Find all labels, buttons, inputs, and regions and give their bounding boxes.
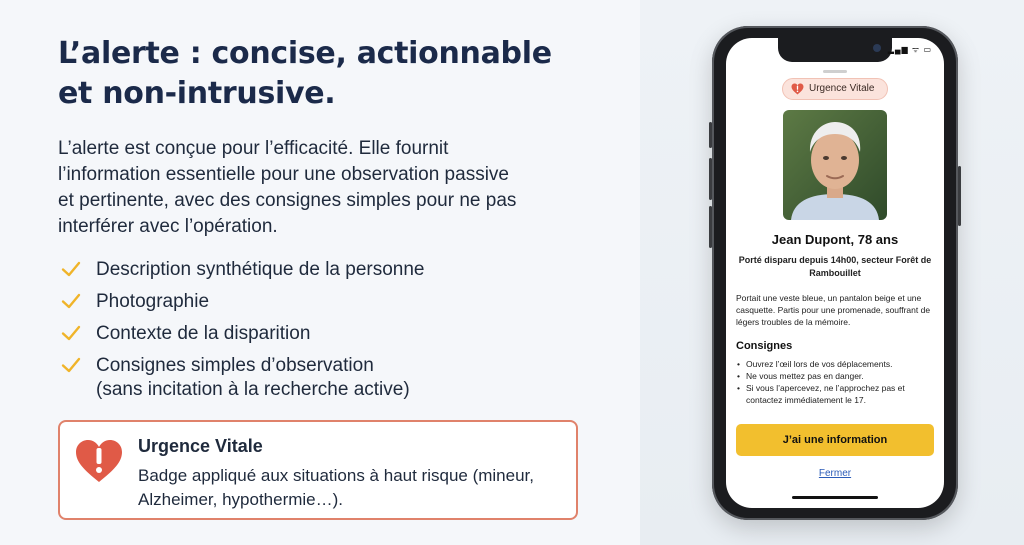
consigne-item: • Ne vous mettez pas en danger. bbox=[736, 370, 936, 382]
checklist-item bbox=[58, 322, 598, 346]
checklist-item bbox=[58, 354, 598, 402]
person-name: Jean Dupont, 78 ans bbox=[771, 232, 899, 247]
phone-side-button bbox=[709, 158, 712, 200]
heart-alert-icon bbox=[74, 438, 124, 484]
status-icons: ▂▄▆ ᯤ ▭ bbox=[887, 45, 932, 54]
phone-side-button bbox=[709, 206, 712, 248]
information-button[interactable]: J’ai une information bbox=[736, 424, 934, 456]
camera-icon bbox=[873, 44, 881, 52]
home-indicator bbox=[792, 496, 878, 499]
phone-mockup bbox=[712, 26, 958, 520]
urgence-vitale-card bbox=[58, 420, 578, 520]
checklist-sublabel: (sans incitation à la recherche active) bbox=[96, 379, 410, 400]
consignes-heading: Consignes bbox=[736, 340, 793, 352]
headline-line-2: et non-intrusive. bbox=[58, 76, 336, 111]
consigne-item: • Ouvrez l’œil lors de vos déplacements. bbox=[736, 358, 936, 370]
disappearance-context: Porté disparu depuis 14h00, secteur Forêt de Rambouillet bbox=[738, 255, 932, 278]
checklist-item bbox=[58, 290, 598, 314]
urgence-card-title: Urgence Vitale bbox=[138, 436, 263, 456]
check-icon bbox=[60, 290, 82, 312]
person-description: Portait une veste bleue, un pantalon beige et une casquette. Partis pour une promenade, souffrant de légers troubles de la mémoire. bbox=[736, 293, 931, 327]
left-panel bbox=[58, 34, 598, 410]
phone-side-button bbox=[709, 122, 712, 148]
heart-alert-icon bbox=[791, 83, 804, 95]
checklist-label: Contexte de la disparition bbox=[96, 323, 311, 344]
checklist-label: Consignes simples d’observation bbox=[96, 355, 374, 376]
checklist-label: Description synthétique de la personne bbox=[96, 259, 425, 280]
check-icon bbox=[60, 354, 82, 376]
badge-label: Urgence Vitale bbox=[809, 83, 875, 94]
phone-side-button bbox=[958, 166, 961, 226]
consignes-list bbox=[736, 358, 936, 406]
check-icon bbox=[60, 322, 82, 344]
close-link[interactable]: Fermer bbox=[818, 468, 852, 479]
checklist-item bbox=[58, 258, 598, 282]
phone-screen bbox=[726, 38, 944, 508]
consigne-item: • Si vous l’apercevez, ne l’approchez pas et contactez immédiatement le 17. bbox=[736, 382, 936, 406]
sheet-grabber[interactable] bbox=[823, 70, 847, 73]
phone-notch bbox=[778, 38, 892, 62]
person-photo bbox=[783, 110, 887, 220]
headline bbox=[58, 34, 598, 114]
check-icon bbox=[60, 258, 82, 280]
feature-checklist bbox=[58, 258, 598, 402]
urgence-badge bbox=[782, 78, 888, 100]
headline-line-1: L’alerte : concise, actionnable bbox=[58, 36, 552, 71]
urgence-card-description: Badge appliqué aux situations à haut risque (mineur, Alzheimer, hypothermie…). bbox=[138, 466, 534, 509]
intro-paragraph: L’alerte est conçue pour l’efficacité. Elle fournit l’information essentielle pour une observation passive et pertinente, avec des consignes simples pour ne pas interférer avec l’opération. bbox=[58, 138, 517, 237]
checklist-label: Photographie bbox=[96, 291, 210, 312]
